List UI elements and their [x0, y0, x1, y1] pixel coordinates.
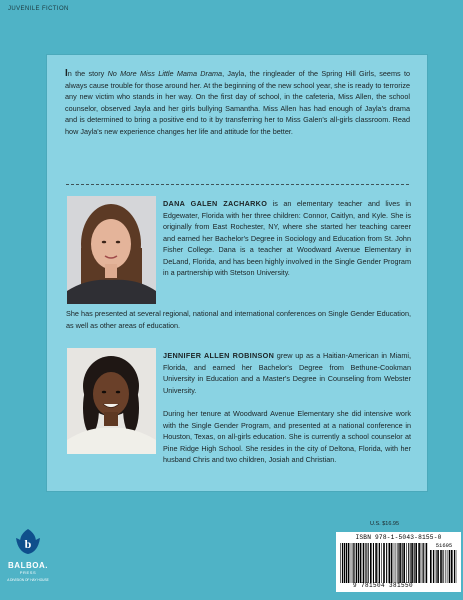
barcode-bar [386, 543, 387, 583]
barcode-bar [351, 543, 352, 583]
synopsis-paragraph [65, 68, 410, 138]
svg-text:b: b [24, 537, 32, 551]
author-bio-jennifer-top [163, 350, 411, 396]
barcode-bar [381, 543, 382, 583]
barcode-bar [389, 543, 391, 583]
author-bio-jennifer-bottom: During her tenure at Woodward Avenue Elementary she did intensive work with the Single Gender Program, and presented at a national conference in Houston, Texas, on all-girls education. She is currently a school counselor at Pine Ridge High School. She resides in the city of Deltona, Florida, with her husband Chris and two children, Josiah and Christian. [163, 409, 411, 464]
publisher-logo [6, 528, 50, 592]
barcode-bar [445, 550, 446, 583]
barcode-bar [436, 550, 437, 583]
barcode-bar [391, 543, 393, 583]
barcode-bar [358, 543, 359, 583]
barcode-bar [408, 543, 409, 583]
publisher-tagline: A DIVISION OF HAY HOUSE [7, 578, 49, 582]
barcode-bar [415, 543, 417, 583]
author-bio-jennifer-text: grew up as a Haitian-American in Miami, Florida, and earned her Bachelor's Degree from Bethune-Cookman University in Education and a Master's Degree in Counseling from Webster University. [163, 351, 411, 395]
synopsis-text-a: n the story [67, 69, 108, 78]
barcode-bar [414, 543, 415, 583]
publisher-name: BALBOA. [8, 561, 48, 570]
barcode-bar [360, 543, 362, 583]
barcode-bar [435, 550, 436, 583]
barcode-bar [451, 550, 453, 583]
barcode-addon-bars [430, 550, 458, 583]
lotus-icon [14, 528, 42, 558]
barcode-bar [421, 543, 422, 583]
barcode-bar [410, 543, 411, 583]
barcode-bars [340, 543, 428, 583]
barcode-bar [437, 550, 439, 583]
barcode-bar [396, 543, 397, 583]
barcode-bar [398, 543, 399, 583]
genre-label: JUVENILE FICTION [8, 6, 69, 12]
barcode-bar [379, 543, 380, 583]
barcode-bar [443, 550, 444, 583]
author-photo-jennifer [67, 348, 156, 454]
barcode-bar [366, 543, 367, 583]
barcode-bar [354, 543, 355, 583]
author-bio-dana-bottom: She has presented at several regional, national and international conferences on Single Gender Education, as well as other areas of education. [66, 309, 411, 330]
barcode-bar [426, 543, 428, 583]
barcode-bar [402, 543, 403, 583]
barcode-bar [378, 543, 379, 583]
barcode-bar [418, 543, 420, 583]
barcode-bar [406, 543, 407, 583]
barcode-bar [356, 543, 358, 583]
barcode-bar [370, 543, 372, 583]
barcode-bar [365, 543, 366, 583]
synopsis-text-b: , Jayla, the ringleader of the Spring Hill Girls, seems to always cause trouble for those around her. At the beginning of the new school year, she is ready to terrorize any new victim who stands in her way. On the first day of school, in the cafeteria, Miss Allen, the school counselor, observed Jayla and her girls bullying Samantha. Miss Allen has had enough of Jayla's drama and is determined to bring a positive end to it by transferring her to Miss Galen's all-girls classroom. Read how Jayla's new experience changes her life and attitude for the better. [65, 69, 410, 136]
barcode-bar [383, 543, 385, 583]
price-label: U.S. $16.95 [370, 521, 400, 527]
barcode-bar [340, 543, 341, 583]
barcode-bar [394, 543, 395, 583]
barcode-bar [422, 543, 423, 583]
barcode-bar [353, 543, 354, 583]
barcode [336, 532, 461, 592]
barcode-bar [375, 543, 377, 583]
barcode-bar [447, 550, 448, 583]
barcode-bar [368, 543, 369, 583]
dashed-divider [66, 184, 409, 185]
barcode-bar [411, 543, 413, 583]
barcode-bar [346, 543, 347, 583]
barcode-bar [430, 550, 432, 583]
publisher-sub: PRESS [19, 570, 37, 575]
barcode-bar [342, 543, 343, 583]
barcode-bar [440, 550, 442, 583]
author-name-dana: DANA GALEN ZACHARKO [163, 199, 268, 208]
ean-digits: 9 781504 381550 [352, 582, 413, 589]
barcode-bar [403, 543, 405, 583]
barcode-bar [399, 543, 401, 583]
barcode-bar [363, 543, 365, 583]
book-title: No More Miss Little Mama Drama [107, 69, 223, 78]
barcode-bar [373, 543, 374, 583]
author-photo-dana [67, 196, 156, 304]
barcode-addon-digits: 51695 [435, 542, 453, 549]
barcode-bar [454, 550, 455, 583]
author-bio-dana-text: is an elementary teacher and lives in Edgewater, Florida with her three children: Connor, Caitlyn, and Kyle. She is originally from East Rochester, NY, where she started her teaching career and earned her Bachelor's Degree in Sociology and Education from St. John Fisher College. Dana is a teacher at Woodward Avenue Elementary in DeLand, Florida, and has been highly involved in the Single Gender Program in a partnership with Stetson University. [163, 199, 411, 277]
barcode-bar [433, 550, 434, 583]
barcode-bar [449, 550, 451, 583]
barcode-bar [423, 543, 424, 583]
drop-cap: I [65, 68, 68, 79]
barcode-bar [344, 543, 346, 583]
author-bio-dana-top [163, 198, 411, 279]
barcode-bar [348, 543, 350, 583]
barcode-bar [456, 550, 457, 583]
author-name-jennifer: JENNIFER ALLEN ROBINSON [163, 351, 275, 360]
isbn-text: ISBN 978-1-5043-8155-0 [355, 534, 442, 541]
